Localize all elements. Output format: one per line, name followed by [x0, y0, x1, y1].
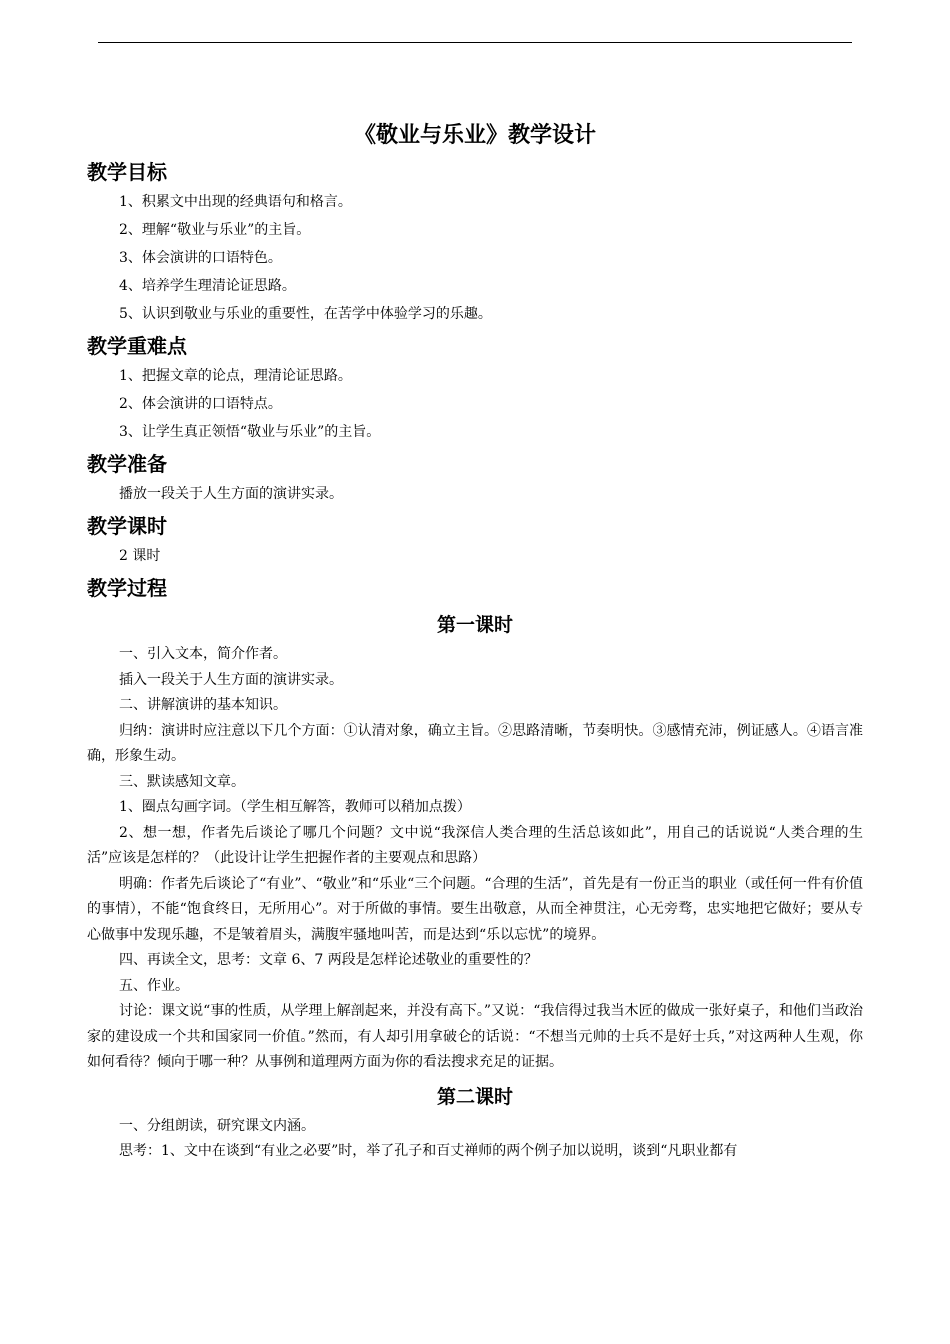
section-heading-hours: 教学课时	[87, 514, 167, 538]
goal-item: 5、认识到敬业与乐业的重要性，在苦学中体验学习的乐趣。	[119, 306, 492, 322]
lesson1-paragraph: 讨论：课文说“事的性质，从学理上解剖起来，并没有高下。”又说：“我信得过我当木匠的做成一张好桌子，和他们当政治家的建设成一个共和国家同一价值。”然而，有人却引用拿破仑的话说：“不想当元帅的士兵不是好士兵，”对这两种人生观，你如何看待？倾向于哪一种？从事例和道理两方面为你的看法搜求充足的证据。	[87, 1003, 863, 1070]
lesson1-paragraph: 归纳：演讲时应注意以下几个方面：①认清对象，确立主旨。②思路清晰，节奏明快。③感情充沛，例证感人。④语言准确，形象生动。	[87, 722, 863, 764]
section-heading-prep: 教学准备	[87, 452, 167, 476]
goal-item: 3、体会演讲的口语特色。	[119, 250, 282, 266]
section-heading-process: 教学过程	[87, 576, 167, 600]
goal-item: 4、培养学生理清论证思路。	[119, 278, 296, 294]
goal-item: 2、理解“敬业与乐业”的主旨。	[119, 222, 311, 238]
section-heading-goals: 教学目标	[87, 160, 167, 184]
lesson1-paragraph: 1、圈点勾画字词。（学生相互解答，教师可以稍加点拨）	[119, 799, 471, 815]
lesson1-heading: 第一课时	[436, 614, 513, 636]
keypoint-item: 2、体会演讲的口语特点。	[119, 396, 282, 412]
lesson1-paragraph: 四、再读全文，思考：文章 6、7 两段是怎样论述敬业的重要性的？	[119, 952, 538, 968]
lesson1-paragraph: 2、想一想，作者先后谈论了哪几个问题？文中说“我深信人类合理的生活总该如此”，用自己的话说说“人类合理的生活”应该是怎样的？（此设计让学生把握作者的主要观点和思路）	[87, 824, 863, 866]
lesson2-paragraph: 一、分组朗读，研究课文内涵。	[119, 1117, 315, 1134]
lesson1-paragraph: 五、作业。	[119, 977, 189, 994]
hours-text: 2 课时	[119, 548, 161, 564]
lesson2-paragraph: 思考：1、文中在谈到“有业之必要”时，举了孔子和百丈禅师的两个例子加以说明，谈到“凡职业都有	[119, 1143, 738, 1159]
section-heading-keypoints: 教学重难点	[87, 334, 187, 358]
lesson1-paragraph: 二、讲解演讲的基本知识。	[119, 697, 287, 713]
header-rule	[98, 42, 852, 43]
goal-item: 1、积累文中出现的经典语句和格言。	[119, 194, 352, 210]
lesson1-paragraph: 一、引入文本，简介作者。	[119, 646, 287, 662]
document-title: 《敬业与乐业》教学设计	[353, 123, 596, 148]
keypoint-item: 3、让学生真正领悟“敬业与乐业”的主旨。	[119, 424, 381, 440]
lesson1-paragraph: 插入一段关于人生方面的演讲实录。	[119, 671, 343, 688]
prep-text: 播放一段关于人生方面的演讲实录。	[119, 486, 343, 502]
keypoint-item: 1、把握文章的论点，理清论证思路。	[119, 368, 352, 384]
lesson2-heading: 第二课时	[436, 1085, 513, 1108]
document-page	[87, 118, 863, 1165]
lesson1-paragraph: 三、默读感知文章。	[119, 773, 245, 790]
lesson1-paragraph: 明确：作者先后谈论了“有业”、“敬业”和“乐业“三个问题。“合理的生活”，首先是有一份正当的职业（或任何一件有价值的事情），不能“饱食终日，无所用心”。对于所做的事情。要生出敬意，从而全神贯注，心无旁骛，忠实地把它做好；要从专心做事中发现乐趣，不是皱着眉头，满腹牢骚地叫苦，而是达到“乐以忘忧”的境界。	[87, 875, 863, 943]
